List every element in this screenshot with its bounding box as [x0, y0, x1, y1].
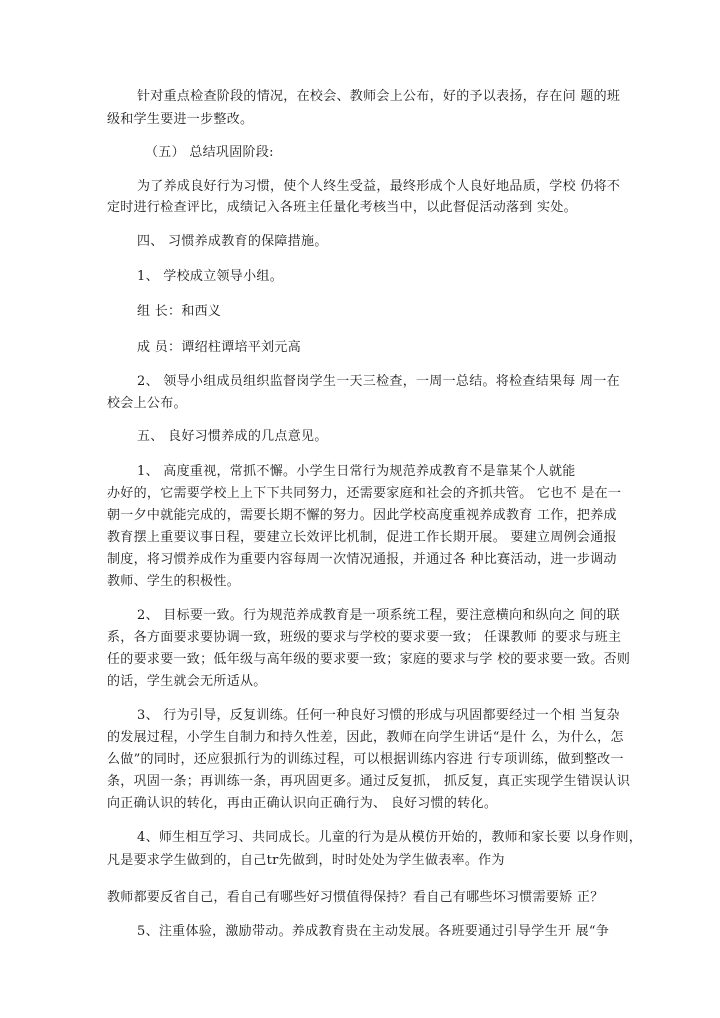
text-line: 1、 学校成立领导小组。 — [137, 269, 284, 284]
text-line: 么做”的同时，还应狠抓行为的训练过程，可以根据训练内容进 行专项训练，做到整改一 — [107, 752, 624, 767]
text-line: 3、 行为引导，反复训练。任何一种良好习惯的形成与巩固都要经过一个相 当复杂 — [137, 708, 620, 723]
text-line: 为了养成良好行为习惯，使个人终生受益，最终形成个人良好地品质，学校 仍将不 — [137, 179, 621, 194]
text-line: 5、注重体验，激励带动。养成教育贵在主动发展。各班要通过引导学生开 展“争 — [137, 924, 610, 939]
text-line: 朝一夕中就能完成的，需要长期不懈的努力。因此学校高度重视养成教育 工作，把养成 — [107, 508, 617, 523]
text-line: 1、 高度重视，常抓不懈。小学生日常行为规范养成教育不是靠某个人就能 — [137, 464, 576, 479]
text-line: 条，巩固一条；再训练一条，再巩固更多。通过反复抓， 抓反复，真正实现学生错误认识 — [107, 774, 631, 789]
text-line: 2、 目标要一致。行为规范养成教育是一项系统工程，要注意横向和纵向之 间的联 — [137, 608, 620, 623]
text-line: 2、 领导小组成员组织监督岗学生一天三检查，一周一总结。将检查结果每 周一在 — [137, 374, 620, 389]
text-line: 教育摆上重要议事日程，要建立长效评比机制，促进工作长期开展。 要建立周例会通报 — [107, 530, 617, 545]
text-line: 校会上公布。 — [107, 396, 187, 411]
text-line: 任的要求要一致；低年级与高年级的要求要一致；家庭的要求与学 校的要求要一致。否则 — [107, 652, 631, 667]
text-line: 教师、学生的积极性。 — [107, 574, 241, 589]
text-line: 制度，将习惯养成作为重要内容每周一次情况通报，并通过各 种比赛活动，进一步调动 — [107, 552, 617, 567]
text-line: 针对重点检查阶段的情况，在校会、教师会上公布，好的予以表扬，存在问 题的班 — [137, 89, 621, 104]
text-line: 成 员：谭绍柱谭培平刘元高 — [137, 340, 302, 355]
text-line: 组 长：和西义 — [137, 304, 222, 319]
text-line: 凡是要求学生做到的，自己tr先做到，时时处处为学生做表率。作为 — [107, 853, 505, 868]
section-heading: （五） 总结巩固阶段: — [145, 145, 274, 160]
text-line: 系，各方面要求要协调一致，班级的要求与学校的要求要一致； 任课教师 的要求与班主 — [107, 630, 622, 645]
text-line: 的发展过程，小学生自制力和持久性差，因此，教师在向学生讲话“是什 么，为什么，怎 — [107, 730, 624, 745]
text-line: 办好的，它需要学校上上下下共同努力，还需要家庭和社会的齐抓共管。 它也不 是在一 — [107, 486, 622, 501]
text-line: 级和学生要进一步整改。 — [107, 112, 254, 127]
text-line: 定时进行检查评比，成绩记入各班主任量化考核当中，以此督促活动落到 实处。 — [107, 200, 577, 215]
text-line: 教师都要反省自己，看自己有哪些好习惯值得保持？看自己有哪些坏习惯需要矫 正？ — [107, 890, 604, 905]
section-heading: 五、 良好习惯养成的几点意见。 — [137, 429, 328, 444]
text-line: 的话，学生就会无所适从。 — [107, 674, 267, 689]
section-heading: 四、 习惯养成教育的保障措施。 — [137, 234, 328, 249]
text-line: 向正确认识的转化，再由正确认识向正确行为、 良好习惯的转化。 — [107, 796, 498, 811]
text-line: 4、师生相互学习、共同成长。儿童的行为是从模仿开始的，教师和家长要 以身作则， — [137, 830, 643, 845]
